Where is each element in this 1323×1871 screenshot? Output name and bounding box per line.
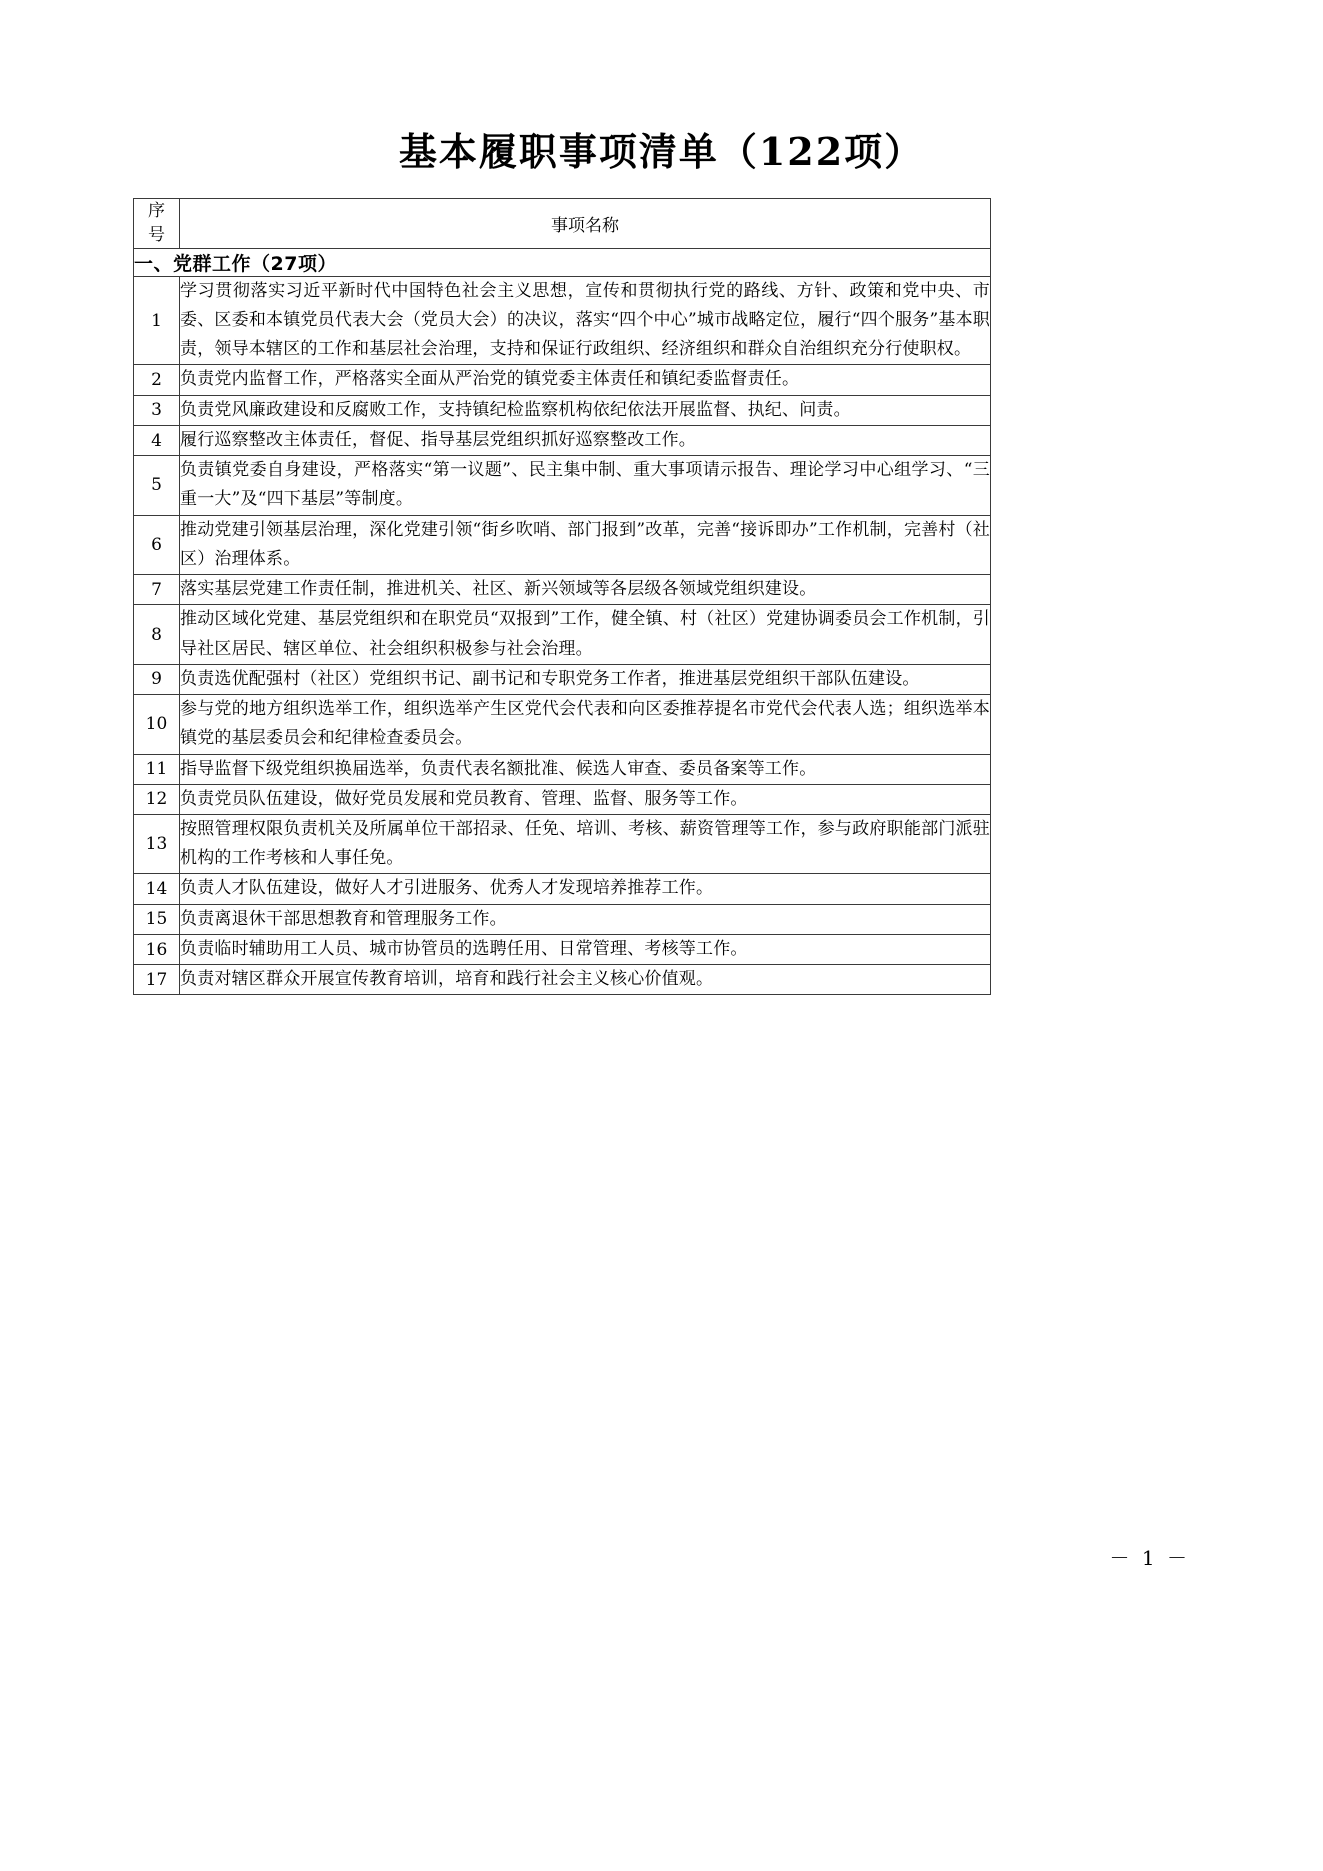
table-row — [134, 276, 991, 365]
row-item-text: 负责镇党委自身建设，严格落实“第一议题”、民主集中制、重大事项请示报告、理论学习中心组学习、“三重一大”及“四下基层”等制度。 — [180, 456, 991, 515]
row-item-text: 负责党内监督工作，严格落实全面从严治党的镇党委主体责任和镇纪委监督责任。 — [180, 365, 991, 395]
row-serial-number: 13 — [134, 815, 180, 874]
column-header-serial-number — [134, 198, 180, 248]
table-row — [134, 695, 991, 754]
row-serial-number: 14 — [134, 874, 180, 904]
table-row — [134, 575, 991, 605]
row-item-text: 推动党建引领基层治理，深化党建引领“街乡吹哨、部门报到”改革，完善“接诉即办”工作机制，完善村（社区）治理体系。 — [180, 515, 991, 574]
row-serial-number: 6 — [134, 515, 180, 574]
row-item-text: 负责临时辅助用工人员、城市协管员的选聘任用、日常管理、考核等工作。 — [180, 934, 991, 964]
table-row — [134, 904, 991, 934]
table-row — [134, 965, 991, 995]
table-row — [134, 815, 991, 874]
row-item-text: 落实基层党建工作责任制，推进机关、社区、新兴领域等各层级各领域党组织建设。 — [180, 575, 991, 605]
section-header-row — [134, 248, 991, 276]
row-serial-number: 12 — [134, 784, 180, 814]
serial-header-line1: 序 — [148, 200, 165, 221]
row-serial-number: 15 — [134, 904, 180, 934]
row-serial-number: 5 — [134, 456, 180, 515]
row-serial-number: 3 — [134, 395, 180, 425]
page-number-footer: － 1 － — [1109, 1546, 1190, 1570]
row-serial-number: 17 — [134, 965, 180, 995]
table-row — [134, 515, 991, 574]
row-serial-number: 7 — [134, 575, 180, 605]
row-item-text: 指导监督下级党组织换届选举，负责代表名额批准、候选人审查、委员备案等工作。 — [180, 754, 991, 784]
row-serial-number: 11 — [134, 754, 180, 784]
row-serial-number: 1 — [134, 276, 180, 365]
row-item-text: 负责党风廉政建设和反腐败工作，支持镇纪检监察机构依纪依法开展监督、执纪、问责。 — [180, 395, 991, 425]
table-row — [134, 365, 991, 395]
row-serial-number: 16 — [134, 934, 180, 964]
row-serial-number: 9 — [134, 664, 180, 694]
row-item-text: 履行巡察整改主体责任，督促、指导基层党组织抓好巡察整改工作。 — [180, 425, 991, 455]
row-item-text: 按照管理权限负责机关及所属单位干部招录、任免、培训、考核、薪资管理等工作，参与政府职能部门派驻机构的工作考核和人事任免。 — [180, 815, 991, 874]
duty-items-table — [133, 198, 991, 996]
table-row — [134, 605, 991, 664]
column-header-item-name: 事项名称 — [180, 198, 991, 248]
table-row — [134, 754, 991, 784]
page-title: 基本履职事项清单（122项） — [398, 129, 925, 174]
row-serial-number: 8 — [134, 605, 180, 664]
table-body — [134, 248, 991, 995]
table-header-row — [134, 198, 991, 248]
table-row — [134, 664, 991, 694]
row-serial-number: 2 — [134, 365, 180, 395]
serial-header-line2: 号 — [148, 225, 165, 246]
row-item-text: 参与党的地方组织选举工作，组织选举产生区党代会代表和向区委推荐提名市党代会代表人选；组织选举本镇党的基层委员会和纪律检查委员会。 — [180, 695, 991, 754]
row-serial-number: 10 — [134, 695, 180, 754]
row-item-text: 推动区域化党建、基层党组织和在职党员“双报到”工作，健全镇、村（社区）党建协调委员会工作机制，引导社区居民、辖区单位、社会组织积极参与社会治理。 — [180, 605, 991, 664]
table-row — [134, 874, 991, 904]
table-row — [134, 395, 991, 425]
table-row — [134, 456, 991, 515]
row-item-text: 负责对辖区群众开展宣传教育培训，培育和践行社会主义核心价值观。 — [180, 965, 991, 995]
table-row — [134, 784, 991, 814]
table-row — [134, 425, 991, 455]
row-item-text: 负责离退休干部思想教育和管理服务工作。 — [180, 904, 991, 934]
table-row — [134, 934, 991, 964]
row-item-text: 学习贯彻落实习近平新时代中国特色社会主义思想，宣传和贯彻执行党的路线、方针、政策和党中央、市委、区委和本镇党员代表大会（党员大会）的决议，落实“四个中心”城市战略定位，履行“四个服务”基本职责，领导本辖区的工作和基层社会治理，支持和保证行政组织、经济组织和群众自治组织充分行使职权。 — [180, 276, 991, 365]
row-item-text: 负责选优配强村（社区）党组织书记、副书记和专职党务工作者，推进基层党组织干部队伍建设。 — [180, 664, 991, 694]
row-serial-number: 4 — [134, 425, 180, 455]
row-item-text: 负责党员队伍建设，做好党员发展和党员教育、管理、监督、服务等工作。 — [180, 784, 991, 814]
section-header-label: 一、党群工作（27项） — [134, 248, 991, 276]
row-item-text: 负责人才队伍建设，做好人才引进服务、优秀人才发现培养推荐工作。 — [180, 874, 991, 904]
